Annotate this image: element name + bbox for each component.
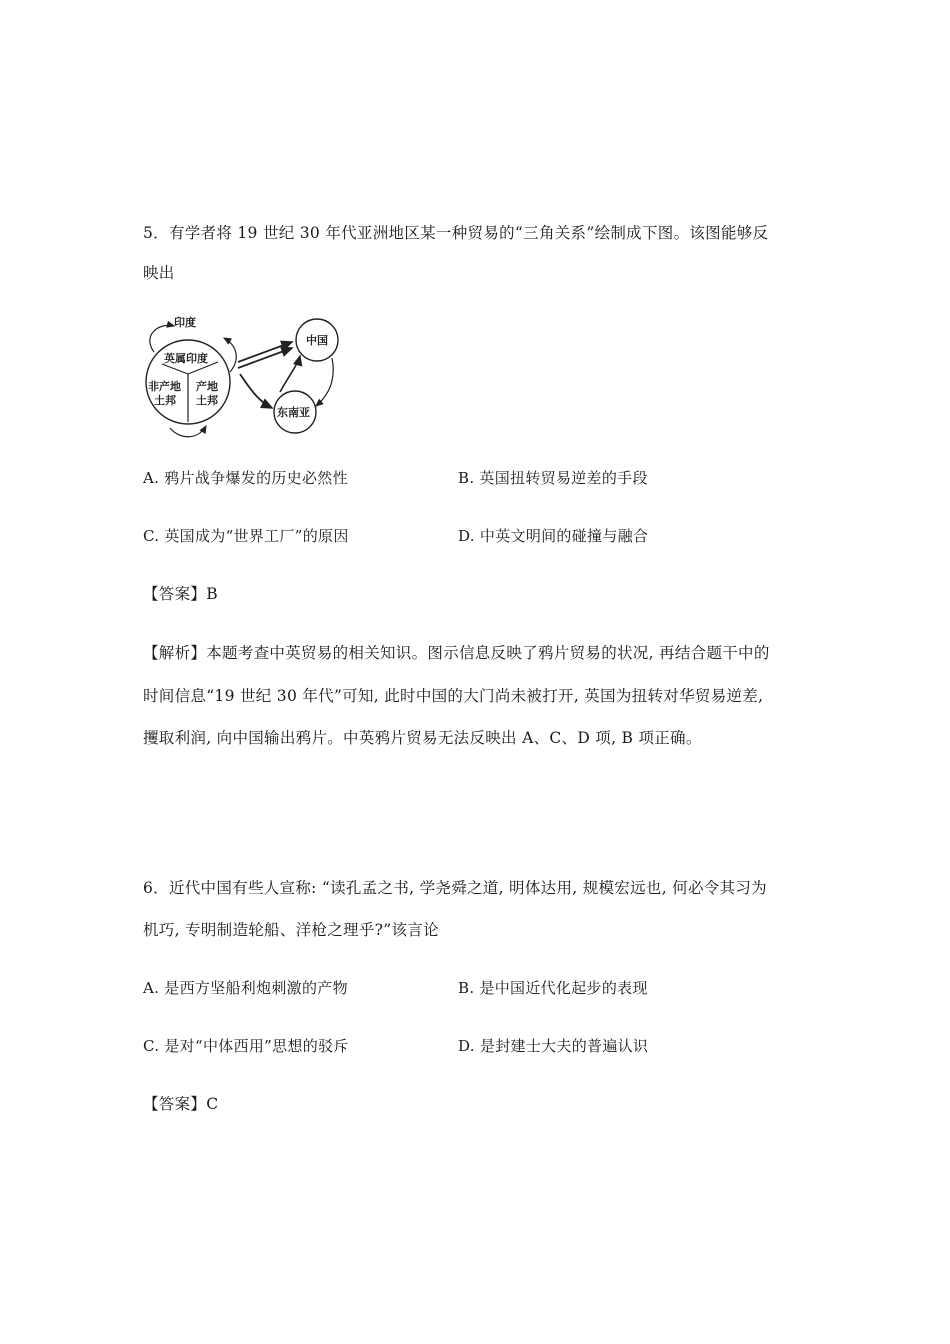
q5-option-a: A. 鸦片战争爆发的历史必然性 bbox=[143, 469, 348, 487]
trade-triangle-diagram bbox=[140, 312, 370, 444]
q6-option-a: A. 是西方坚船利炮刺激的产物 bbox=[143, 979, 348, 997]
q6-stem-line-1: 6．近代中国有些人宣称: “读孔孟之书, 学尧舜之道, 明体达用, 规模宏远也, 何必令其习为 bbox=[143, 879, 767, 897]
label-india: 印度 bbox=[174, 316, 196, 329]
q5-option-b: B. 英国扭转贸易逆差的手段 bbox=[458, 469, 648, 487]
q5-stem-line-2: 映出 bbox=[143, 264, 175, 282]
label-non-producing-2: 土邦 bbox=[154, 394, 176, 407]
q6-answer: 【答案】C bbox=[143, 1095, 219, 1113]
q6-option-d: D. 是封建士大夫的普遍认识 bbox=[458, 1037, 649, 1055]
label-china: 中国 bbox=[306, 334, 328, 347]
q6-option-b: B. 是中国近代化起步的表现 bbox=[458, 979, 648, 997]
label-british-india: 英属印度 bbox=[164, 352, 208, 365]
q6-stem-line-2: 机巧, 专明制造轮船、洋枪之理乎?”该言论 bbox=[143, 921, 439, 939]
q5-option-d: D. 中英文明间的碰撞与融合 bbox=[458, 527, 649, 545]
q5-stem-line-1: 5．有学者将 19 世纪 30 年代亚洲地区某一种贸易的“三角关系”绘制成下图。该图能够反 bbox=[143, 224, 769, 242]
label-non-producing-1: 非产地 bbox=[148, 380, 181, 393]
q5-option-c: C. 英国成为“世界工厂”的原因 bbox=[143, 527, 349, 545]
label-producing-1: 产地 bbox=[196, 380, 218, 393]
q5-analysis-line-1: 【解析】本题考查中英贸易的相关知识。图示信息反映了鸦片贸易的状况, 再结合题干中的 bbox=[143, 644, 770, 662]
label-producing-2: 土邦 bbox=[196, 394, 218, 407]
q5-analysis-line-2: 时间信息“19 世纪 30 年代”可知, 此时中国的大门尚未被打开, 英国为扭转对华贸易逆差, bbox=[143, 687, 764, 705]
q6-option-c: C. 是对“中体西用”思想的驳斥 bbox=[143, 1037, 349, 1055]
label-southeast-asia: 东南亚 bbox=[277, 406, 310, 419]
q5-answer: 【答案】B bbox=[143, 585, 218, 603]
q5-analysis-line-3: 攫取利润, 向中国输出鸦片。中英鸦片贸易无法反映出 A、C、D 项, B 项正确。 bbox=[143, 729, 702, 747]
